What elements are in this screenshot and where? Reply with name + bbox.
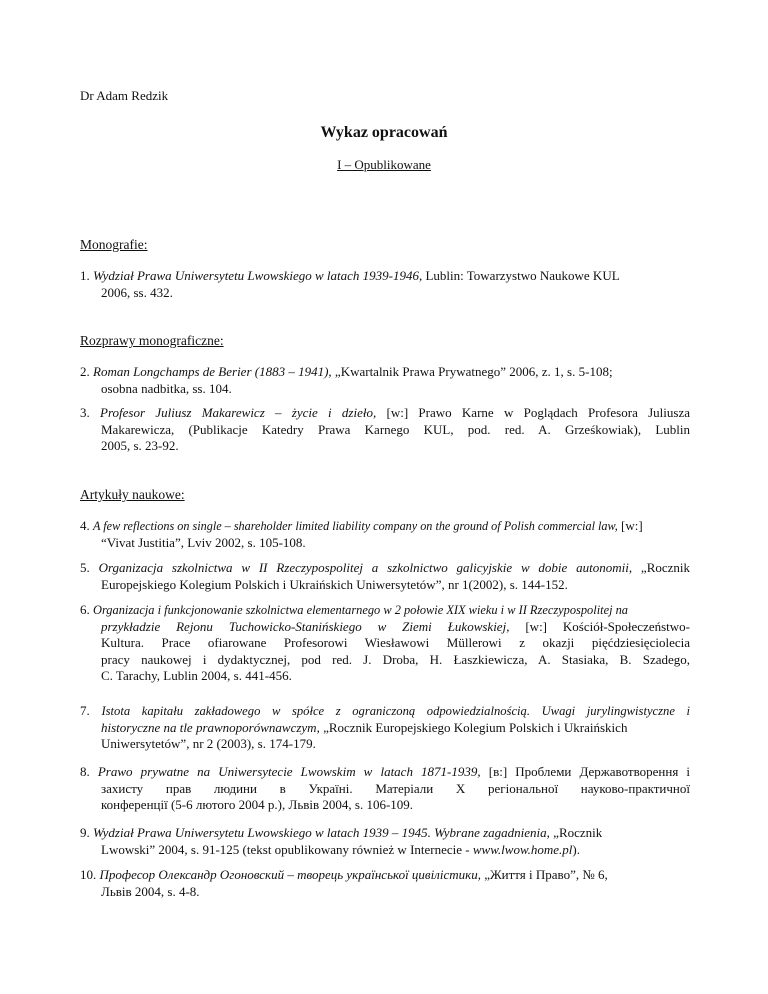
entry-number: 7. xyxy=(80,703,102,718)
entry-line: 2006, ss. 432. xyxy=(101,284,173,300)
entry-text: „Життя і Право”, № 6, xyxy=(480,867,608,882)
author-name: Dr Adam Redzik xyxy=(80,88,169,103)
entry-text: [w:] xyxy=(617,518,643,533)
entry-text: [w:] Kościół-Społeczeństwo- xyxy=(509,618,690,634)
entry-line: Kultura. Prace ofiarowane Profesorowi Wiesławowi Müllerowi z okazji pięćdziesięciolecia xyxy=(101,635,690,650)
entry-text: Lwowski” 2004, s. 91-125 (tekst opublikowany również w Internecie - xyxy=(101,841,473,857)
bibliography-entry-7 xyxy=(80,703,690,753)
entry-number: 4. xyxy=(80,518,93,533)
entry-line: pracy naukowej i dydaktycznej, pod red. J. Droba, H. Łaszkiewicza, A. Stasiaka, B. Szadego, xyxy=(101,651,690,667)
entry-title-cont: przykładzie Rejonu Tuchowicko-Stanińskiego w Ziemi Łukowskiej, xyxy=(101,618,510,634)
entry-text: „Rocznik Europejskiego Kolegium Polskich i Ukraińskich xyxy=(319,719,628,735)
entry-text: Lublin: Towarzystwo Naukowe KUL xyxy=(422,268,620,283)
entry-line xyxy=(80,405,690,422)
entry-number: 3. xyxy=(80,405,101,420)
entry-line xyxy=(80,764,690,781)
entry-title: Istota kapitału zakładowego w spółce z ograniczoną odpowiedzialnością. Uwagi jurylingwistyczne i xyxy=(101,704,691,718)
section-heading-rozprawy: Rozprawy monograficzne: xyxy=(80,333,224,348)
entry-title: Wydział Prawa Uniwersytetu Lwowskiego w latach 1939-1946, xyxy=(93,268,423,283)
entry-line: захисту прав людини в Україні. Матеріали X регіональної науково-практичної xyxy=(101,780,690,796)
entry-line xyxy=(80,602,690,619)
entry-line xyxy=(80,720,690,737)
entry-line: Uniwersytetów”, nr 2 (2003), s. 174-179. xyxy=(101,736,316,751)
entry-text: „Rocznik xyxy=(549,825,603,840)
entry-line xyxy=(80,364,690,381)
entry-title: Organizacja i funkcjonowanie szkolnictwa elementarnego w 2 połowie XIX wieku i w II Rzeczypospolitej na xyxy=(93,603,629,617)
bibliography-entry-9 xyxy=(80,825,690,858)
entry-line: osobna nadbitka, ss. 104. xyxy=(101,380,232,396)
entry-text: ). xyxy=(572,841,581,857)
section-heading-monografie: Monografie: xyxy=(80,237,148,252)
entry-text: [w:] Prawo Karne w Poglądach Profesora Juliusza xyxy=(376,405,690,420)
bibliography-entry-8 xyxy=(80,764,690,814)
entry-line xyxy=(80,867,690,884)
entry-line xyxy=(80,560,690,577)
entry-number: 8. xyxy=(80,764,98,779)
entry-title: Roman Longchamps de Berier (1883 – 1941), xyxy=(93,364,332,379)
entry-line: Львів 2004, s. 4-8. xyxy=(101,883,200,899)
entry-line xyxy=(80,703,690,720)
bibliography-entry-2 xyxy=(80,364,690,397)
entry-line xyxy=(80,619,690,636)
entry-line: конференції (5-6 лютого 2004 р.), Львів 2004, s. 106-109. xyxy=(101,797,414,812)
entry-title: Organizacja szkolnictwa w II Rzeczypospolitej a szkolnictwo galicyjskie w dobie autonomii, xyxy=(98,560,633,575)
entry-text: „Kwartalnik Prawa Prywatnego” 2006, z. 1, s. 5-108; xyxy=(331,364,613,379)
entry-line: Europejskiego Kolegium Polskich i Ukraińskich Uniwersytetów”, nr 1(2002), s. 144-152. xyxy=(101,576,568,592)
entry-line xyxy=(80,518,690,535)
website-link: www.lwow.home.pl xyxy=(472,841,573,857)
entry-number: 6. xyxy=(80,602,93,617)
entry-title-cont: historyczne na tle prawnoporównawczym, xyxy=(101,719,320,735)
entry-number: 10. xyxy=(80,867,100,882)
entry-text: „Rocznik xyxy=(632,560,691,575)
bibliography-entry-3 xyxy=(80,405,690,455)
document-subtitle: I – Opublikowane xyxy=(337,157,431,172)
entry-title: Wydział Prawa Uniwersytetu Lwowskiego w latach 1939 – 1945. Wybrane zagadnienia, xyxy=(93,825,550,840)
entry-line: C. Tarachy, Lublin 2004, s. 441-456. xyxy=(101,668,292,683)
entry-line: 2005, s. 23-92. xyxy=(101,438,179,453)
entry-title: Prawo prywatne na Uniwersytecie Lwowskim w latach 1871-1939, xyxy=(97,764,481,779)
entry-number: 2. xyxy=(80,364,93,379)
entry-text: [в:] Проблеми Державотворення і xyxy=(480,764,691,779)
entry-line xyxy=(80,825,690,842)
bibliography-entry-10 xyxy=(80,867,690,900)
bibliography-entry-4 xyxy=(80,518,690,551)
bibliography-entry-5 xyxy=(80,560,690,593)
section-heading-artykuly: Artykuły naukowe: xyxy=(80,487,185,502)
entry-line xyxy=(80,268,690,285)
entry-line: “Vivat Justitia”, Lviv 2002, s. 105-108. xyxy=(101,534,306,550)
entry-number: 1. xyxy=(80,268,93,283)
entry-title: A few reflections on single – shareholder limited liability company on the ground of Polish commercial law, xyxy=(93,519,618,533)
entry-title: Професор Олександр Огоновский – творець української цивілістики, xyxy=(99,867,481,882)
entry-title: Profesor Juliusz Makarewicz – życie i dzieło, xyxy=(100,405,377,420)
entry-line: Makarewicza, (Publikacje Katedry Prawa Karnego KUL, pod. red. A. Grześkowiak), Lublin xyxy=(101,421,690,437)
bibliography-entry-6 xyxy=(80,602,690,685)
entry-line xyxy=(80,842,690,859)
entry-number: 5. xyxy=(80,560,99,575)
bibliography-entry-1 xyxy=(80,268,690,301)
entry-number: 9. xyxy=(80,825,93,840)
document-title: Wykaz opracowań xyxy=(320,124,448,141)
